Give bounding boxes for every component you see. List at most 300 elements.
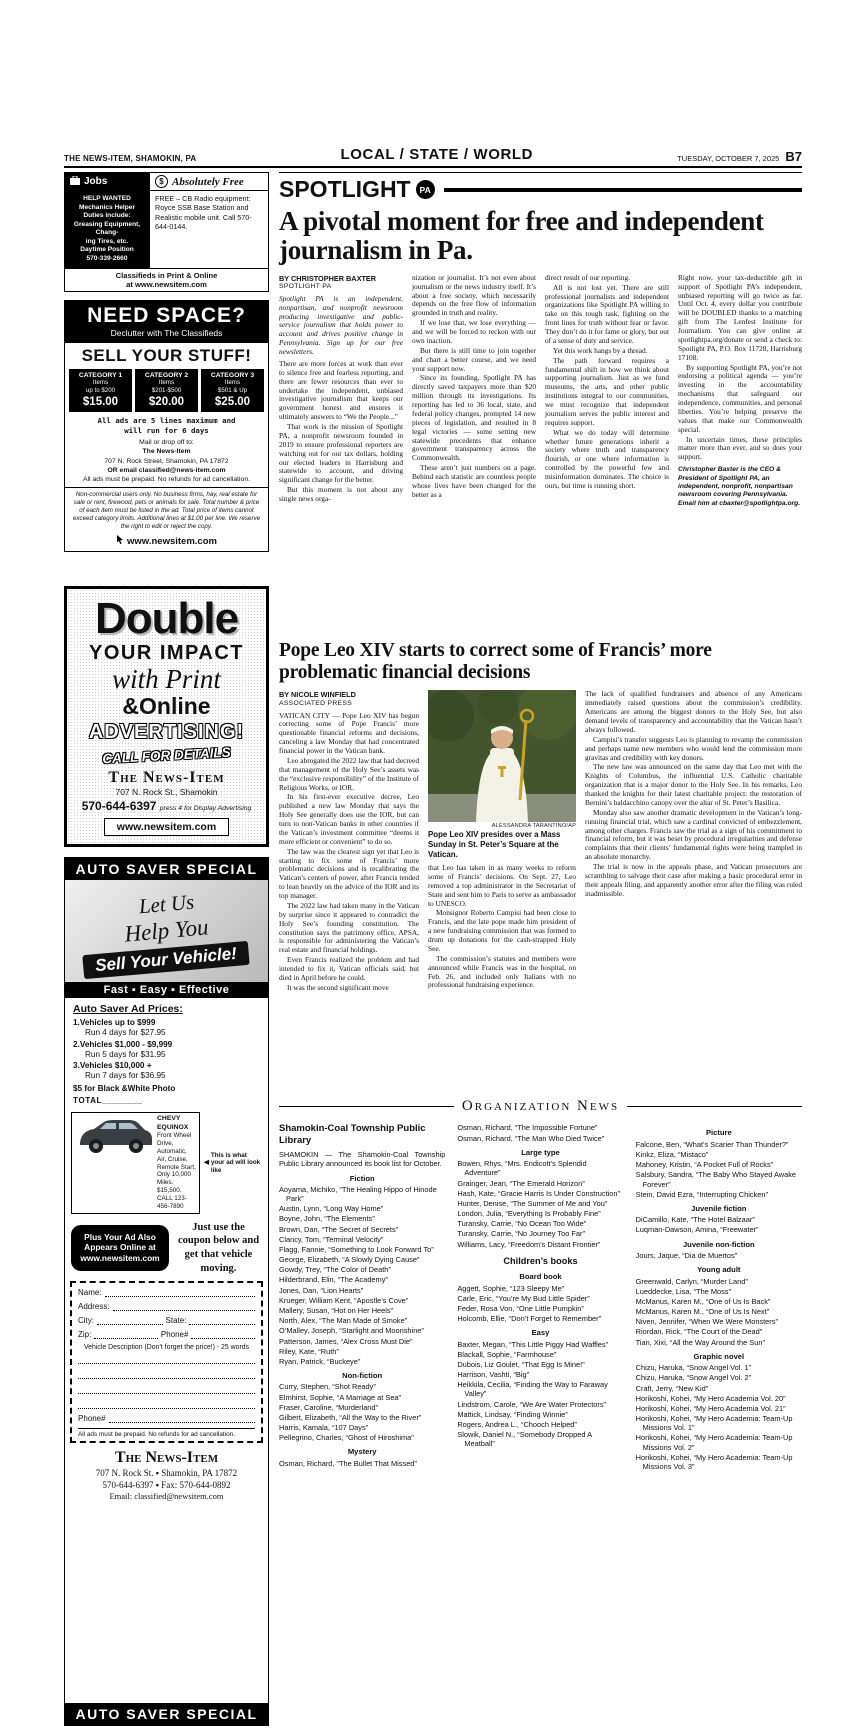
book-item: Krueger, William Kent, “Apostle’s Cove” — [279, 1295, 409, 1305]
category-line1: Items — [158, 379, 175, 387]
book-item: Ryan, Patrick, “Buckeye” — [279, 1356, 361, 1366]
and-online-word: &Online — [122, 692, 211, 719]
book-item: North, Alex, “The Man Made of Smoke” — [279, 1316, 408, 1326]
zip-phone-field-row — [78, 1330, 255, 1339]
category-line1: Items — [92, 379, 109, 387]
book-item: Slowik, Daniel N., “Somebody Dropped A Meatball” — [457, 1430, 592, 1449]
book-item: McManus, Karen M., “One of Us Is Back” — [635, 1296, 771, 1306]
price-row — [73, 1061, 260, 1082]
book-item: Heikkila, Cecilia, “Finding the Way to Faraway Valley” — [457, 1380, 608, 1399]
childrens-books-header: Children’s books — [503, 1255, 578, 1266]
description-line-2 — [78, 1369, 255, 1379]
book-item: Osman, Richard, “The Impossible Fortune” — [457, 1123, 598, 1133]
need-space-subtitle: Declutter with The Classifieds — [110, 328, 223, 339]
mail-prepaid-note: All ads must be prepaid. No refunds for ad cancellation. — [83, 476, 250, 483]
classifieds-footer-line1: Classifieds in Print & Online — [115, 270, 218, 280]
article-paragraph: Right now, your tax-deductible gift in support of Spotlight PA’s independent, unbiased reporting will go twice as far. Until Oct. 4, every dollar you contribute will be DOUBLED thanks to a matching gift from The Lenfest Institute for Journalism. You can give online at spotlightpa.org/donate or send a check to: Spotlight PA, P.O. Box 11728, Harrisburg 17108. — [678, 273, 802, 362]
book-item: Lindstrom, Carole, “We Are Water Protectors” — [457, 1399, 607, 1409]
category-name: CATEGORY 2 — [144, 372, 189, 380]
book-item: McManus, Karen M., “One of Us Is Next” — [635, 1307, 770, 1317]
article-paragraph: Even Francis realized the problem and had intended to fix it, Vatican officials said, but died in April before he could. — [279, 955, 419, 982]
name-label: Name: — [78, 1288, 102, 1298]
phone2-field — [109, 1414, 255, 1423]
book-section-title-mystery: Mystery — [347, 1447, 377, 1457]
city-field — [97, 1316, 163, 1325]
book-item: Rogers, Andrea L., “Chooch Helped” — [457, 1419, 577, 1429]
mail-email: OR email classified@news-item.com — [107, 466, 226, 474]
pope-article — [279, 690, 802, 1090]
book-item: Salsbury, Sandra, “The Baby Who Stayed Awake Forever” — [635, 1170, 797, 1189]
article-paragraph: The lack of qualified fundraisers and absence of any Americans immediately raised questions about the commission’s credibility. Americans are among the biggest donors to the Holy See, but also demand levels of transparency and accountability that the Vatican hasn’t always followed. — [585, 690, 802, 734]
book-item: Williams, Lacy, “Freedom’s Distant Frontier” — [457, 1239, 601, 1249]
book-list-board-book — [457, 1284, 623, 1324]
category-name: CATEGORY 1 — [78, 372, 123, 380]
category-line1: Items — [224, 379, 241, 387]
book-item: Tian, Xixi, “All the Way Around the Sun” — [635, 1337, 765, 1347]
book-item: Clancy, Tom, “Terminal Velocity” — [279, 1234, 384, 1244]
help-wanted-line: Daytime Position — [80, 246, 134, 254]
book-item: Stein, David Ezra, “Interrupting Chicken” — [635, 1189, 768, 1199]
sample-ad-text — [157, 1115, 197, 1211]
price-list — [65, 998, 268, 1108]
article-paragraph: That work is the mission of Spotlight PA, a nonprofit newsroom founded in 2019 to ensure professional reporters are watching out for our tax dollars, holding our elected leaders in Harrisburg and statewide to account, and driving significant change for the better. — [279, 422, 403, 485]
spotlight-byline-org: SPOTLIGHT PA — [279, 282, 332, 290]
vehicle-description-label: Vehicle Description (Don’t forget the price!) - 25 words — [83, 1344, 250, 1352]
pope-byline-org: ASSOCIATED PRESS — [279, 699, 353, 707]
book-item: Hunter, Denise, “The Summer of Me and You” — [457, 1198, 608, 1208]
book-list-nonfiction — [279, 1382, 445, 1442]
book-item: Falcone, Ben, “What’s Scarier Than Thunder?” — [635, 1139, 789, 1149]
with-print-word: with Print — [112, 664, 221, 695]
book-item: Chizu, Haruka, “Snow Angel Vol. 1” — [635, 1363, 752, 1373]
section-title: LOCAL / STATE / WORLD — [340, 146, 534, 163]
article-paragraph: Campisi’s transfer suggests Leo is planning to revamp the commission and perhaps name new members who would lend the commission more gravitas and credibility with key donors. — [585, 734, 802, 762]
sample-ad-box — [71, 1112, 200, 1214]
library-name: Shamokin-Coal Township Public Library — [279, 1123, 426, 1146]
column-paragraphs — [428, 864, 576, 990]
auto-saver-art — [65, 880, 268, 982]
sample-note-text: This is what your ad will look like — [210, 1151, 261, 1174]
double-impact-ad — [64, 586, 269, 846]
book-item: Elmhirst, Sophie, “A Marriage at Sea” — [279, 1392, 401, 1402]
need-space-title: NEED SPACE? — [87, 304, 246, 328]
mail-instructions — [65, 438, 268, 484]
article-paragraph: If we lose that, we lose everything — and we will be forced to reckon with our own inaction. — [412, 318, 536, 345]
pope-photo — [428, 690, 576, 822]
city-state-field-row — [78, 1316, 255, 1325]
book-list-juvenile-fiction — [636, 1215, 802, 1234]
ad-rule-line1: All ads are 5 lines maximum and — [97, 416, 236, 426]
book-item: Craft, Jerry, “New Kid” — [635, 1383, 709, 1393]
coupon-prepaid-note: All ads must be prepaid. No refunds for ad cancellation. — [78, 1428, 255, 1438]
classifieds-footer-line2: at www.newsitem.com — [126, 279, 207, 289]
art-line1: Let Us — [137, 889, 196, 919]
sample-ad-row — [71, 1112, 262, 1214]
book-item: Harris, Kamala, “107 Days” — [279, 1423, 369, 1433]
phone-number: 570-644-6397 — [81, 798, 157, 813]
category-price-boxes — [65, 369, 268, 412]
org-news-column-3 — [636, 1123, 802, 1663]
category-box — [201, 369, 264, 412]
book-item: Grainger, Jean, “The Emerald Horizon” — [457, 1178, 585, 1188]
phone-field — [191, 1330, 255, 1339]
category-price: $15.00 — [82, 396, 119, 409]
header-rule-right — [627, 1106, 802, 1107]
book-item: Kinkz, Eliza, “Mistaco” — [635, 1149, 709, 1159]
book-item: Gilbert, Elizabeth, “All the Way to the River” — [279, 1412, 422, 1422]
book-item: Turansky, Carrie, “No Ocean Too Wide” — [457, 1219, 587, 1229]
jobs-tab-label: Jobs — [84, 176, 108, 187]
org-news-column-1 — [279, 1123, 445, 1663]
article-paragraph: What we do today will determine whether future generations inherit a society where truth and transparency flourish, or one where information is controlled by the powerful few and misinformation dominates. The choice is ours, but time is running short. — [545, 427, 669, 490]
ad-website: www.newsitem.com — [104, 818, 229, 836]
book-item: Boyne, John, “The Elements” — [279, 1214, 375, 1224]
book-item: Curry, Stephen, “Shot Ready” — [279, 1382, 376, 1392]
book-item: Patterson, James, “Alex Cross Must Die” — [279, 1336, 413, 1346]
advertising-word: ADVERTISING! — [88, 720, 245, 743]
briefcase-icon — [70, 176, 80, 188]
book-item: Holcomb, Ellie, “Don’t Forget to Remember” — [457, 1314, 602, 1324]
book-item: Chizu, Haruka, “Snow Angel Vol. 2” — [635, 1373, 752, 1383]
book-item: Lueddecke, Lisa, “The Moss” — [635, 1286, 731, 1296]
pope-column-1 — [279, 690, 419, 1090]
masthead-right — [677, 150, 802, 163]
paper-email: Email: classified@newsitem.com — [109, 1491, 224, 1502]
paper-phone-fax: 570-644-6397 ▪ Fax: 570-644-0892 — [102, 1480, 231, 1491]
zip-field — [94, 1330, 158, 1339]
book-item: Horikoshi, Kohei, “My Hero Academia: Team-Up Missions Vol. 3” — [635, 1452, 793, 1471]
call-for-details: CALL FOR DETAILS — [101, 744, 232, 767]
total-label: TOTAL________ — [73, 1095, 143, 1105]
article-paragraph: Leo abrogated the 2022 law that had decreed that management of the Holy See’s assets was the “exclusive responsibility” of the Institute of Religious Works, or IOR. — [279, 755, 419, 792]
library-intro: SHAMOKIN — The Shamokin-Coal Township Public Library announced its book list for October. — [279, 1150, 446, 1169]
article-paragraph: In his first-ever executive decree, Leo published a new law Monday that says the Holy See generally does use the IOR, but can turn to non-Vatican banks in other countries if the Vatican’s investment committee “deems it more efficient or convenient” to do so. — [279, 792, 419, 846]
issue-date: TUESDAY, OCTOBER 7, 2025 — [677, 154, 780, 163]
org-news-column-2 — [457, 1123, 623, 1663]
website-url: www.newsitem.com — [127, 535, 217, 547]
book-item: Dubois, Liz Goulet, “That Egg Is Mine!” — [457, 1359, 585, 1369]
pointer-arrow-icon — [116, 535, 124, 547]
book-item: Riordan, Rick, “The Court of the Dead” — [635, 1327, 763, 1337]
banner-rule — [444, 188, 802, 192]
book-section-title-board-book: Board book — [519, 1272, 562, 1282]
help-wanted-line: Greasing Equipment, Chang- — [73, 220, 141, 237]
article-paragraph: nization or journalist. It’s not even about journalism or the news industry itself. It’s about a free society, which necessarily depends on the free flow of information grounded in truth and reality. — [412, 273, 536, 318]
art-line3: Sell Your Vehicle! — [83, 941, 251, 979]
book-item: Gowdy, Trey, “The Color of Death” — [279, 1265, 391, 1275]
book-item: Greenwald, Carlyn, “Murder Land” — [635, 1276, 748, 1286]
spotlight-column-4 — [678, 274, 802, 626]
article-paragraph: Since its founding, Spotlight PA has directly saved taxpayers more than $20 million through its investigations. Its reporting has led to 36 local, state, and federal policy changes, prompted 14 new pieces of legislation, and resulted in 8 legal victories — some setting new statewide precedents that enhance government transparency across the Commonwealth. — [412, 373, 536, 463]
book-item: Pellegrino, Charles, “Ghost of Hiroshima” — [279, 1433, 414, 1443]
book-list-mystery-part2 — [457, 1123, 623, 1142]
spotlight-column-3 — [545, 274, 669, 626]
column-paragraphs — [279, 712, 419, 993]
price-item: 2.Vehicles $1,000 - $9,999 — [73, 1039, 173, 1049]
book-item: Osman, Richard, “The Bullet That Missed” — [279, 1458, 417, 1468]
book-section-title-nonfiction: Non-fiction — [342, 1371, 383, 1381]
header-rule-left — [279, 1106, 454, 1107]
book-list-mystery-part1 — [279, 1459, 445, 1468]
classifieds-footer — [65, 268, 268, 292]
help-wanted-line: Mechanics Helper — [78, 203, 136, 211]
pope-column-3 — [585, 690, 802, 1090]
book-item: Osman, Richard, “The Man Who Died Twice” — [457, 1133, 605, 1143]
masthead — [64, 146, 802, 168]
spotlight-pa-badge: PA — [416, 180, 435, 199]
price-item: 1.Vehicles up to $999 — [73, 1018, 156, 1028]
jobs-tab — [65, 173, 149, 190]
book-item: Turansky, Carrie, “No Journey Too Far” — [457, 1229, 585, 1239]
organization-news-columns — [279, 1123, 802, 1663]
ad-paper-address: 707 N. Rock St., Shamokin — [115, 786, 218, 797]
car-image — [74, 1115, 154, 1211]
article-paragraph: VATICAN CITY — Pope Leo XIV has begun correcting some of Pope Francis’ more questionable financial reforms and decisions, canceling a law Monday that had concentrated financial power in the Vatican bank. — [279, 710, 419, 756]
help-wanted-line: HELP WANTED — [83, 195, 131, 202]
book-item: Feder, Rosa Von, “One Little Pumpkin” — [457, 1303, 584, 1313]
price-row — [73, 1018, 260, 1039]
book-item: Hilderbrand, Elin, “The Academy” — [279, 1275, 388, 1285]
dollar-icon: $ — [155, 175, 168, 188]
mail-address: 707 N. Rock Street, Shamokin, PA 17872 — [104, 457, 229, 465]
fast-easy-effective-strip: Fast ▪ Easy ▪ Effective — [65, 982, 268, 998]
book-item: Austin, Lynn, “Long Way Home” — [279, 1204, 384, 1214]
article-paragraph: that Leo has taken in as many weeks to reform some of Francis’ decisions. On Sept. 27, Leo removed a top administrator in the Secretariat of State and sent him to Paris to serve as ambassador to UNESCO. — [428, 863, 576, 908]
book-item: Carle, Eric, “You’re My Bud Little Spider” — [457, 1293, 590, 1303]
spotlight-column-2 — [412, 274, 536, 626]
article-paragraph: These aren’t just numbers on a page. Behind each statistic are countless people whose lives have been changed for the better as a — [412, 463, 536, 499]
auto-saver-banner-bottom: AUTO SAVER SPECIAL — [65, 1703, 268, 1725]
photo-credit: ALESSANDRA TARANTINO/AP — [491, 823, 576, 830]
book-item: Aggett, Sophie, “123 Sleepy Me” — [457, 1283, 565, 1293]
need-space-header — [65, 301, 268, 343]
paper-name: THE NEWS-ITEM, SHAMOKIN, PA — [64, 154, 197, 163]
book-item: Jours, Jaque, “Dia de Muertos” — [635, 1251, 738, 1260]
category-line2: $501 & Up — [217, 386, 248, 394]
article-paragraph: All is not lost yet. There are still professional journalists and independent organizations like Spotlight PA willing to take on this tough task, fighting on the front lines for truth without fear or favor. They don’t do it for fame or glory, but out of a sense of duty and service. — [545, 282, 669, 345]
book-item: Bowen, Rhys, “Mrs. Endicott’s Splendid Adventure” — [457, 1159, 587, 1178]
book-item: Blackall, Sophie, “Farmhouse” — [457, 1349, 557, 1359]
mail-paper-name: The News-Item — [142, 448, 191, 456]
price-run: Run 5 days for $31.95 — [85, 1049, 166, 1059]
article-paragraph: The 2022 law had taken many in the Vatican by surprise since it appeared to contradict the Holy See’s founding constitution. The constitution says the patrimony office, APSA, is responsible for administering the Vatican’s real estate and financial holdings. — [279, 900, 419, 955]
article-paragraph: The law was the clearest sign yet that Leo is starting to fix some of Francis’ more problematic decisions and is recalibrating the Vatican’s centers of power, after Francis tended to lean heavily on the advice of the IOR and its top manager. — [279, 846, 419, 901]
article-paragraph: The trial is now in the appeals phase, and Vatican prosecutors are scrambling to salvage their case after making a basic procedural error in their appeals filing, and apparently another error after the filing was ruled inadmissible. — [585, 862, 802, 898]
article-paragraph: There are more forces at work than ever to silence free and fearless reporting, and there are fewer resources than ever to undertake the independent, unbiased investigative journalism that keeps our government honest and ensures it ultimately answers to “We the People...” — [279, 358, 403, 422]
pope-headline: Pope Leo XIV starts to correct some of Francis’ more problematic financial decisions — [279, 639, 712, 683]
book-item: Luqman-Dawson, Amina, “Freewater” — [635, 1225, 759, 1235]
need-space-ad — [64, 300, 269, 552]
jobs-ad-header — [65, 173, 268, 191]
category-line2: $201-$500 — [151, 386, 182, 394]
help-wanted-line: Duties include: — [83, 212, 131, 220]
book-section-title-easy: Easy — [531, 1328, 550, 1338]
book-section-title-graphic-novel: Graphic novel — [693, 1351, 745, 1361]
book-item: DiCamillo, Kate, “The Hotel Balzaar” — [635, 1215, 755, 1225]
spotlight-byline: BY CHRISTOPHER BAXTER — [279, 273, 377, 283]
jobs-classified-ad — [64, 172, 269, 292]
paper-street: 707 N. Rock St. ▪ Shamokin, PA 17872 — [95, 1468, 238, 1479]
online-note-row — [71, 1221, 262, 1276]
phone-label: Phone# — [160, 1330, 189, 1340]
state-label: State: — [165, 1316, 187, 1326]
page-number: B7 — [785, 149, 802, 164]
book-item: Niven, Jennifer, “When We Were Monsters” — [635, 1317, 778, 1327]
description-line-1 — [78, 1354, 255, 1364]
absolutely-free-label: Absolutely Free — [172, 175, 244, 188]
sample-vehicle-desc: Front Wheel Drive, Automatic, Air, Cruise, Remote Start, Only 10,000 Miles. $15,500. CALL 123-456-7890 — [157, 1132, 196, 1210]
photo-caption: Pope Leo XIV presides over a Mass Sunday in St. Peter’s Square at the Vatican. — [428, 830, 561, 860]
coupon-form — [70, 1281, 263, 1443]
auto-saver-banner-top: AUTO SAVER SPECIAL — [65, 858, 268, 880]
category-name: CATEGORY 3 — [210, 372, 255, 380]
main-content — [279, 172, 802, 1663]
address-label: Address: — [78, 1302, 110, 1312]
category-box — [69, 369, 132, 412]
pope-byline: BY NICOLE WINFIELD — [279, 690, 356, 700]
category-box — [135, 369, 198, 412]
spotlight-banner — [279, 172, 802, 201]
name-field — [105, 1288, 255, 1297]
sell-your-stuff-title: SELL YOUR STUFF! — [81, 346, 252, 366]
book-item: Mahoney, Kristin, “A Pocket Full of Rocks” — [635, 1160, 774, 1170]
book-list-juvenile-nonfiction — [636, 1251, 802, 1260]
price-list-title: Auto Saver Ad Prices: — [73, 1002, 183, 1015]
paper-name-serif: The News-Item — [114, 1449, 219, 1467]
name-field-row — [78, 1288, 255, 1297]
article-paragraph: It was the second significant move — [287, 982, 389, 992]
book-item: London, Julia, “Everything Is Probably Fine” — [457, 1209, 601, 1219]
book-item: Aoyama, Michiko, “The Healing Hippo of Hinode Park” — [279, 1184, 437, 1204]
book-item: Fraser, Caroline, “Murderland” — [279, 1402, 378, 1412]
book-item: Horikoshi, Kohei, “My Hero Academia: Team-Up Missions Vol. 1” — [635, 1414, 793, 1433]
book-item: Riley, Kate, “Ruth” — [279, 1346, 339, 1356]
spotlight-wordmark: SPOTLIGHT — [279, 176, 411, 202]
photo-price-note: $5 for Black &White Photo — [73, 1083, 176, 1093]
category-price: $20.00 — [148, 396, 185, 409]
article-paragraph: The new law was announced on the same day that Leo met with the Knights of Columbus, the influential U.S. Catholic charitable organization that is a major donor to the Holy See. In his remarks, Leo thanked the knights for their latest charitable project: the restoration of Bernini’s baldacchino canopy over the altar of St. Peter’s Basilica. — [585, 762, 802, 807]
paper-address-block — [65, 1450, 268, 1501]
article-paragraph: Monsignor Roberto Campisi had been close to Francis, and the late pope made him president of a new fundraising commission that was formed to drum up donations for the cash-strapped Holy See. — [428, 908, 576, 953]
book-item: O’Malley, Joseph, “Starlight and Moonshine” — [279, 1326, 424, 1336]
price-rows — [73, 1018, 260, 1082]
state-field — [189, 1316, 255, 1325]
mail-intro: Mail or drop off to: — [139, 439, 194, 447]
book-item: Flagg, Fannie, “Something to Look Forward To” — [279, 1244, 434, 1254]
your-impact-word: YOUR IMPACT — [88, 642, 244, 665]
book-section-title-juvenile-fiction: Juvenile fiction — [691, 1203, 747, 1213]
book-section-title-picture: Picture — [705, 1128, 732, 1138]
book-item: Horikoshi, Kohei, “My Hero Academia: Team-Up Missions Vol. 2” — [635, 1433, 793, 1452]
left-arrow-icon: ◀ — [204, 1159, 209, 1167]
phone2-field-row — [78, 1414, 255, 1423]
organization-news-title: Organization News — [461, 1098, 620, 1115]
article-paragraph: The commission’s statutes and members were announced while Francis was in the hospital, on Feb. 26, and included only Italians with no professional fundraising experience. — [428, 953, 576, 990]
sample-pointer-note — [204, 1112, 262, 1214]
book-list-large-type — [457, 1159, 623, 1249]
ad-phone — [73, 799, 260, 813]
article-paragraph: Yet this work hangs by a thread. — [553, 345, 648, 355]
ad-rules-text — [65, 412, 268, 438]
book-section-title-juvenile-nonfiction: Juvenile non-fiction — [682, 1239, 755, 1249]
book-list-easy — [457, 1340, 623, 1449]
price-run: Run 7 days for $36.95 — [85, 1071, 166, 1081]
book-section-title-young-adult: Young adult — [697, 1265, 741, 1275]
book-section-title-large-type: Large type — [521, 1147, 560, 1157]
spotlight-headline: A pivotal moment for free and independent journalism in Pa. — [279, 206, 764, 265]
art-line2: Help You — [123, 914, 210, 947]
organization-news-header — [279, 1098, 802, 1115]
price-row — [73, 1040, 260, 1061]
book-list-young-adult — [636, 1277, 802, 1347]
book-item: Harrison, Vashti, “Big” — [457, 1370, 530, 1380]
book-item: Brown, Dan, “The Secret of Secrets” — [279, 1224, 399, 1234]
book-item: Jones, Dan, “Lion Hearts” — [279, 1285, 364, 1295]
pope-column-2 — [428, 690, 576, 1090]
price-run: Run 4 days for $27.95 — [85, 1028, 166, 1038]
category-line2: up to $200 — [85, 386, 116, 394]
city-label: City: — [78, 1316, 94, 1326]
column-paragraphs — [279, 360, 403, 504]
coupon-instruction: Just use the coupon below and get that vehicle moving. — [177, 1221, 260, 1274]
classified-rail — [64, 172, 269, 1726]
description-line-4 — [78, 1399, 255, 1409]
website-line — [65, 533, 268, 547]
help-wanted-line: ing Tires, etc. — [85, 237, 129, 245]
phone2-label: Phone# — [78, 1414, 106, 1424]
fine-print: Non-commercial users only. No business firms, hay, real estate for sale or rent, firewood, pets or animals for sale. Total number & price of each item must be listed in the ad. Total price of items cannot exceed category limits. Additional lines at $1.00 per line. We reserve the right to edit or reject the copy. — [65, 487, 268, 533]
double-word: Double — [94, 594, 239, 644]
help-wanted-line: 570-339-2660 — [86, 254, 128, 262]
book-item: Hash, Kate, “Gracie Harris Is Under Construction” — [457, 1188, 620, 1198]
article-paragraph: But this moment is not about any single news orga- — [279, 485, 403, 504]
jobs-ad-body — [65, 191, 268, 268]
book-list-fiction — [279, 1185, 445, 1366]
article-paragraph: By supporting Spotlight PA, you’re not endorsing a political agenda — you’re investing in the accountability mechanisms that safeguard our independence, communities, and personal liberties. You’re helping preserve the values that make our Commonwealth special. — [678, 362, 802, 434]
help-wanted-ad — [65, 191, 149, 268]
zip-label: Zip: — [78, 1330, 92, 1340]
article-paragraph: In uncertain times, these principles matter more than ever, and so does your support. — [678, 434, 802, 462]
book-item: Horikoshi, Kohei, “My Hero Academia Vol. 20” — [635, 1393, 786, 1403]
book-item: George, Elizabeth, “A Slowly Dying Cause” — [279, 1255, 420, 1265]
free-ad-text: FREE – CB Radio equipment: Royce SSB Base Station and Realistic mobile unit. Call 570-644-0144. — [149, 191, 268, 268]
online-badge: Plus Your Ad Also Appears Online at www.newsitem.com — [71, 1225, 169, 1272]
column-paragraphs — [678, 274, 802, 462]
book-item: Mattick, Lindsay, “Finding Winnie” — [457, 1409, 568, 1419]
article-paragraph: But there is still time to join together and chart a better course, and we need your support now. — [412, 345, 536, 373]
book-item: Horikoshi, Kohei, “My Hero Academia Vol. 21” — [635, 1403, 786, 1413]
price-item: 3.Vehicles $10,000 + — [73, 1061, 152, 1071]
book-item: Baxter, Megan, “This Little Piggy Had Waffles” — [457, 1339, 609, 1349]
address-field — [113, 1302, 255, 1311]
book-item: Mallery, Susan, “Hot on Her Heels” — [279, 1306, 394, 1315]
article-intro: Spotlight PA is an independent, nonpartisan, and nonprofit newsroom producing investigative and public-service journalism that holds power to account and drives positive change in Pennsylvania. Sign up for our free newsletters. — [279, 293, 403, 357]
description-line-3 — [78, 1384, 255, 1394]
ad-rule-line2: will run for 6 days — [124, 426, 209, 436]
address-field-row — [78, 1302, 255, 1311]
phone-note: press 4 for Display Advertising — [159, 804, 252, 812]
sample-vehicle-title: CHEVY EQUINOX — [157, 1115, 189, 1131]
book-list-picture — [636, 1140, 802, 1199]
spotlight-column-1 — [279, 274, 403, 626]
absolutely-free-header — [149, 173, 268, 190]
category-price: $25.00 — [214, 396, 251, 409]
auto-saver-ad — [64, 857, 269, 1726]
ad-paper-name: The News-Item — [108, 768, 225, 786]
article-paragraph: The path forward requires a fundamental shift in how we think about supporting journalism. Just as we fund museums, the arts, and other public institutions integral to our communities, we must recognize that independent journalism serves the public interest and requires support. — [545, 355, 669, 427]
author-bio: Christopher Baxter is the CEO & President of Spotlight PA, an independent, nonprofit, nonpartisan newsroom covering Pennsylvania. Email him at cbaxter@spotlightpa.org. — [678, 466, 801, 507]
book-list-graphic-novel — [636, 1363, 802, 1471]
